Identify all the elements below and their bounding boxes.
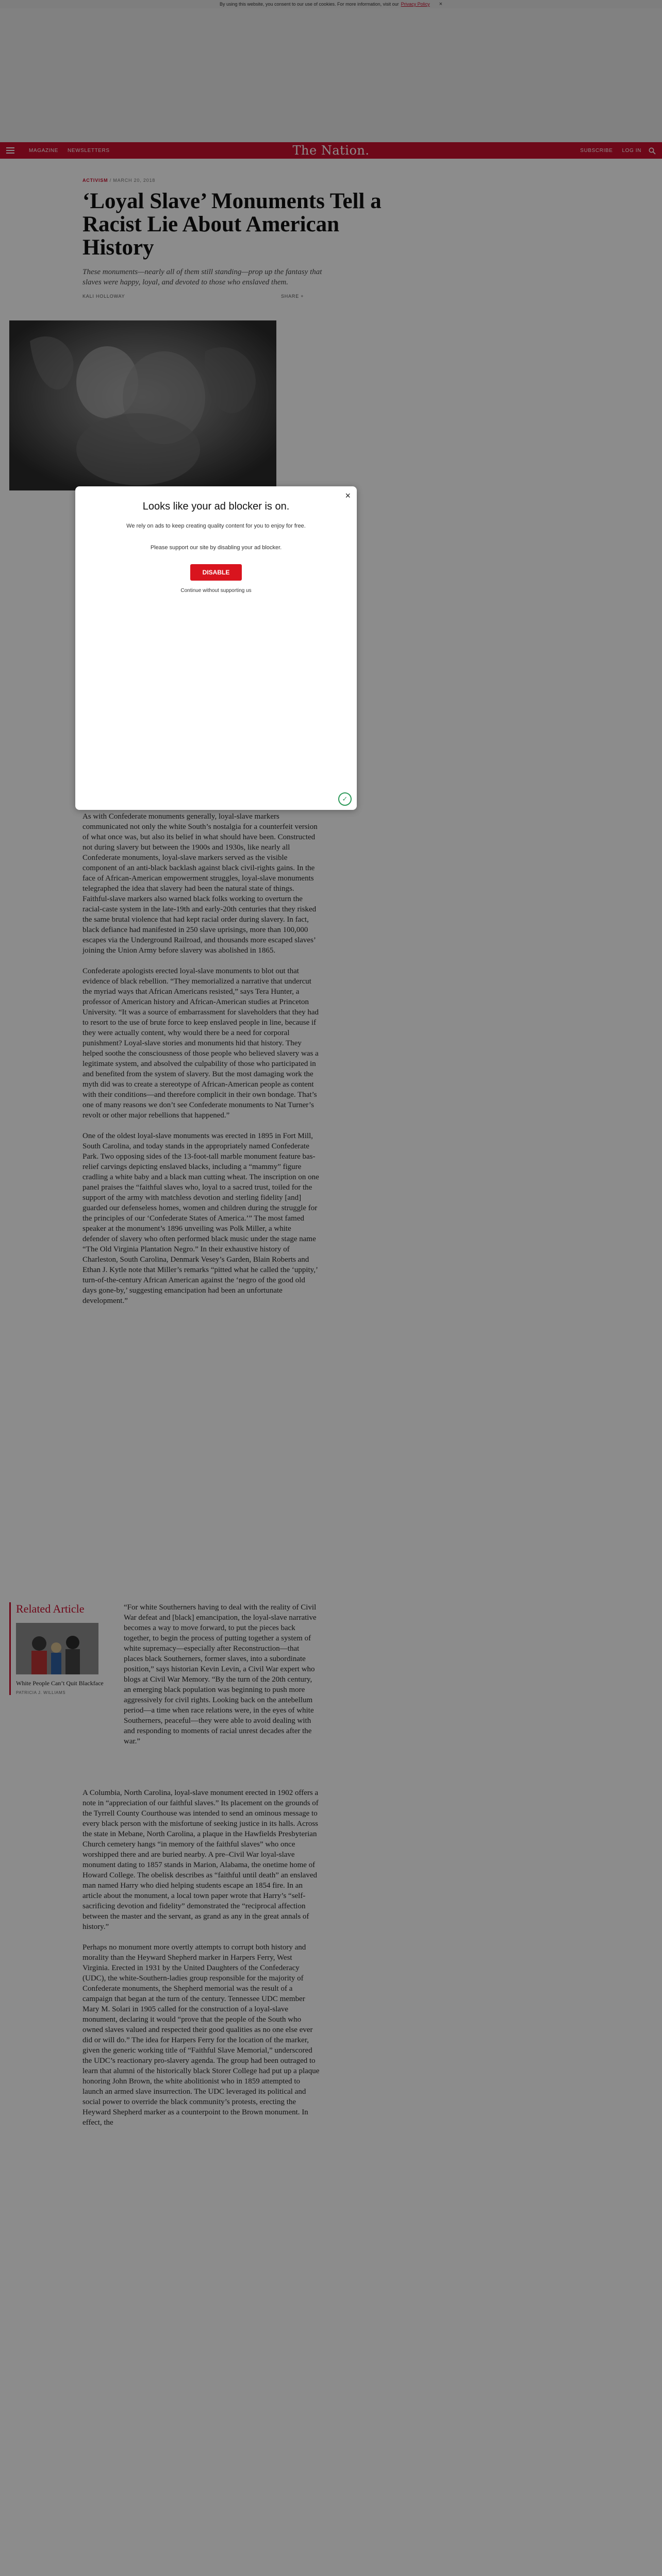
article-paragraph: Perhaps no monument more overtly attempts to corrupt both history and morality than the Heyward Shepherd marker in Harpers Ferry, West Virginia. Erected in 1931 by the United Daughters of the Confederacy (UDC), the white-Southern-ladies group responsible for the majority of Confederate monuments, the Shepherd memorial was the result of a campaign that began at the turn of the century. Tennessee UDC member Mary M. Solari in 1905 called for the construction of a loyal-slave monument, declaring it would “prove that the people of the South who owned slaves valued and respected their good qualities as no one else ever did or will do.” The idea for Harpers Ferry for the location of the marker, given the generic working title of “Faithful Slave Memorial,” underscored the UDC’s reactionary pro-slavery agenda. The group had been outraged to learn that alumni of the historically black Storer College had put up a plaque honoring John Brown, the white abolitionist who in 1859 attempted to launch an armed slave insurrection. The UDC leveraged its political and social power to override the black community’s protests, erecting the Heyward Shepherd marker as a counterpoint to the Brown monument. In effect, the — [82, 1943, 320, 2127]
adblock-recovery-badge-icon[interactable]: ✓ — [338, 792, 352, 806]
close-icon[interactable]: × — [345, 490, 351, 501]
site-logo[interactable]: The Nation. — [292, 143, 370, 158]
article-paragraph: As with Confederate monuments generally, loyal-slave markers communicated not only the white South’s nostalgia for a counterfeit version of what once was, but also its belief in what should have been. Constructed not during slavery but between the 1900s and 1930s, like nearly all Confederate monuments, loyal-slave markers served as the visible component of an anti-black backlash against black civil-rights gains. In the face of African-American empowerment struggles, loyal-slave monuments telegraphed the idea that slavery had been the natural state of things. Faithful-slave markers also warned black folks working to overturn the racial-caste system in the late-19th and early-20th centuries that they risked the same brutal violence that had kept racial order during slavery. In fact, black defiance had manifested in 250 slave uprisings, more than 100,000 escapes via the Underground Railroad, and thousands more escaped slaves’ joining the Union Army before slavery was abolished in 1865. — [82, 812, 318, 955]
article-paragraph: A Columbia, North Carolina, loyal-slave monument erected in 1902 offers a note in “appreciation of our faithful slaves.” Its placement on the grounds of the Tyrrell County Courthouse was intended to send an ominous message to every black person with the misfortune of seeking justice in its halls. Across the state in Mebane, North Carolina, a plaque in the Hawfields Presbyterian Church cemetery hangs “in memory of the faithful slaves” who once worshipped there and are buried nearby. A pre–Civil War loyal-slave monument dating to 1857 stands in Marion, Alabama, the onetime home of Howard College. The obelisk describes as “faithful until death” an enslaved man named Harry who died helping students escape an 1854 fire. In an article about the monument, a local town paper wrote that Harry’s “self-sacrificing devotion and fidelity” demonstrated the “reciprocal affection between the master and the servant, as grand as any in the great annals of history.” — [82, 1789, 319, 1931]
cookie-close-icon[interactable]: × — [439, 1, 443, 7]
modal-request: Please support our site by disabling your ad blocker. — [150, 545, 282, 551]
cookie-text: By using this website, you consent to our use of cookies. For more information, visit our — [219, 2, 399, 7]
article-paragraph: “For white Southerners having to deal with the reality of Civil War defeat and [black] emancipation, the loyal-slave narrative becomes a way to move forward, to put the pieces back together, to begin the process of putting together a system of white supremacy—especially after Reconstruction—that places black Southerners, former slaves, into a subordinate position,” says historian Kevin Levin, a Civil War expert who blogs at Civil War Memory. “By the turn of the 20th century, an emerging black population was beginning to push more aggressively for civil rights. Looking back on the antebellum period—a time when race relations were, in the eyes of white Southerners, peaceful—they were able to avoid dealing with and responding to moments of racial unrest decades after the war.” — [124, 1603, 317, 1745]
modal-message: We rely on ads to keep creating quality content for you to enjoy for free. — [126, 523, 306, 529]
login-link[interactable]: LOG IN — [622, 147, 641, 154]
related-article-author[interactable]: PATRICIA J. WILLIAMS — [16, 1690, 66, 1695]
share-button[interactable]: SHARE + — [281, 294, 304, 299]
nav-newsletters-link[interactable]: NEWSLETTERS — [68, 147, 110, 154]
article-dek: These monuments—nearly all of them still standing—prop up the fantasy that slaves were happy, loyal, and devoted to those who enslaved them. — [82, 268, 322, 286]
adblock-modal — [75, 486, 357, 810]
article-byline[interactable]: KALI HOLLOWAY — [82, 294, 125, 299]
article-date: / MARCH 20, 2018 — [109, 178, 156, 183]
article-paragraph: One of the oldest loyal-slave monuments was erected in 1895 in Fort Mill, South Carolina, and today stands in the appropriately named Confederate Park. Two opposing sides of the 13-foot-tall marble monument feature bas-relief carvings depicting enslaved blacks, including a “mammy” figure cradling a white baby and a black man cutting wheat. The inscription on one panel praises the “faithful slaves who, loyal to a sacred trust, toiled for the support of the army with matchless devotion and sterling fidelity [and] guarded our defenseless homes, women and children during the struggle for the principles of our ‘Confederate States of America.’” The most famed speaker at the monument’s 1896 unveiling was Polk Miller, a white defender of slavery who often performed black music under the stage name “The Old Virginia Plantation Negro.” In their exhaustive history of Charleston, South Carolina, Denmark Vesey’s Garden, Blain Roberts and Ethan J. Kytle note that Miller’s remarks “pitted what he called the ‘uppity,’ turn-of-the-century African American against the ‘negro of the good old days gone-by,’ suggesting emancipation had been an unfortunate development.” — [82, 1132, 319, 1305]
article-paragraph: Confederate apologists erected loyal-slave monuments to blot out that evidence of black rebellion. “They memorialized a narrative that undercut the myriad ways that African Americans resisted,” says Tera Hunter, a professor of American history and African-American studies at Princeton University. “It was a source of embarrassment for slaveholders that they had to resort to the use of brute force to keep enslaved people in line, because if they were actually content, why would there be a need for corporal punishment? Loyal-slave stories and monuments hid that history. They helped soothe the consciousness of those people who believed slavery was a legitimate system, and absolved the culpability of those who participated in and benefited from the system of slavery. But the most damaging work the myth did was to create a stereotype of African-American people as content with their conditions—and therefore complicit in their own bondage. That’s one of many reasons we don’t see Confederate monuments to Nat Turner’s revolt or other major rebellions that happened.” — [82, 967, 319, 1120]
disable-adblock-button[interactable]: DISABLE — [190, 564, 242, 581]
article-category-link[interactable]: ACTIVISM — [82, 178, 108, 183]
privacy-policy-link[interactable]: Privacy Policy — [401, 2, 430, 7]
modal-title: Looks like your ad blocker is on. — [142, 501, 290, 512]
continue-without-supporting-link[interactable]: Continue without supporting us — [180, 588, 252, 594]
article-headline: ‘Loyal Slave’ Monuments Tell a Racist Lie About American History — [82, 189, 382, 260]
subscribe-link[interactable]: SUBSCRIBE — [580, 147, 613, 154]
nav-magazine-link[interactable]: MAGAZINE — [29, 147, 59, 154]
related-article-heading: Related Article — [16, 1602, 85, 1615]
related-article-title[interactable]: White People Can’t Quit Blackface — [16, 1680, 104, 1687]
